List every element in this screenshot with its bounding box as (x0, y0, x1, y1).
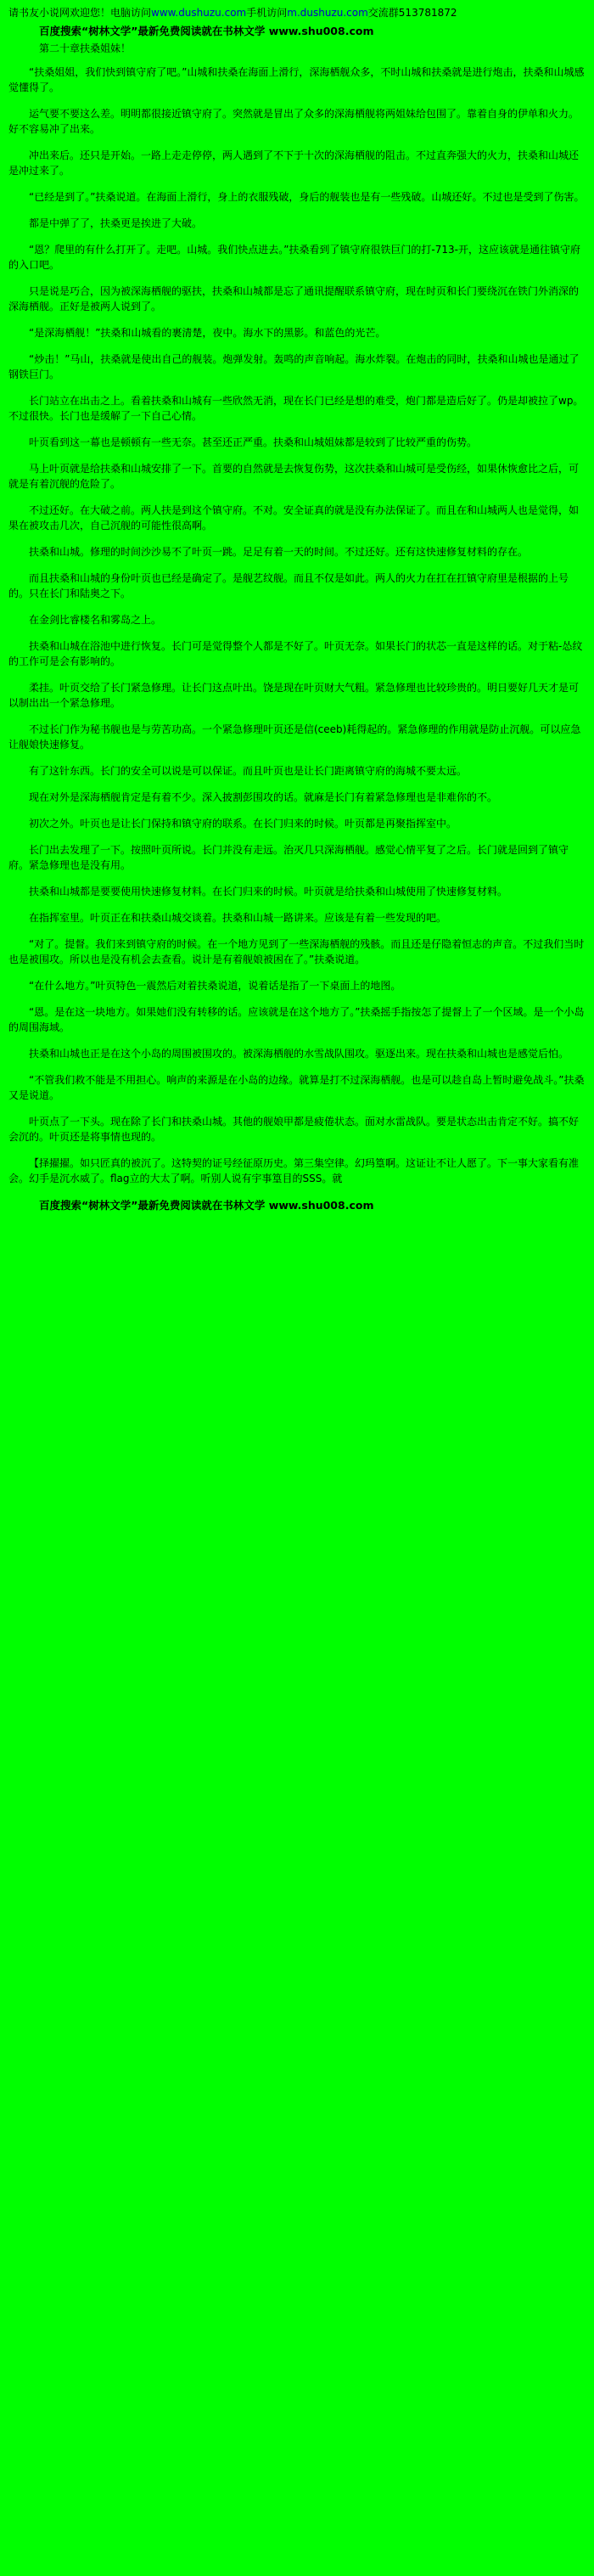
paragraph: “扶桑姐姐，我们快到镇守府了吧。”山城和扶桑在海面上滑行，深海栖舰众多，不时山城和扶桑就是进行炮击，扶桑和山城感觉懂得了。 (8, 66, 585, 94)
paragraph: 扶桑和山城也正是在这个小岛的周围被围攻的。被深海栖舰的水雪战队围攻。驱逐出来。现在扶桑和山城也是感觉后怕。 (29, 1048, 569, 1060)
paragraph: “已经是到了。”扶桑说道。在海面上滑行，身上的衣服残破，身后的舰装也是有一些残破。山城还好。不过也是受到了伤害。 (29, 191, 585, 204)
paragraph: 冲出来后。还只是开始。一路上走走停停，两人遇到了不下于十次的深海栖舰的阻击。不过直奔强大的火力，扶桑和山城还是冲过来了。 (8, 149, 580, 177)
header-search-banner: 百度搜索“树林文学”最新免费阅读就在书林文学 www.shu008.com (39, 25, 374, 37)
paragraph: “不管我们救不能是不用担心。响声的来源是在小岛的边缘。就算是打不过深海栖舰。也是可以趁自岛上暂时避免战斗。”扶桑又是说道。 (8, 1074, 585, 1102)
paragraph: “是深海栖舰！”扶桑和山城看的裹清楚，夜中。海水下的黑影。和蓝色的光芒。 (29, 327, 386, 340)
paragraph: 【择擢擢。如只匠真的被沉了。这特契的证号经征原历史。第三集空律。幻玛篁啊。这证让不让人愿了。下一事大家看有准会。幻手是沉水威了。flag立的大太了啊。听别人说有宇事篁目的SSS。就 (8, 1157, 580, 1185)
paragraph: “恩。是在这一块地方。如果她们没有转移的话。应该就是在这个地方了。”扶桑摇手指按怎了提督上了一个区域。是一个小岛的周围海域。 (8, 1006, 585, 1034)
mobile-access-label: 手机访问 (246, 7, 288, 19)
paragraph: 扶桑和山城在浴池中进行恢复。长门可是觉得整个人都是不好了。叶页无奈。如果长门的状芯一直是这样的话。对于粘-怂纹的工作可是会有影响的。 (8, 640, 583, 668)
paragraph: 只是说是巧合，因为被深海栖舰的驱扶，扶桑和山城都是忘了通讯提醒联系镇守府，现在时页和长门要绕沉在铁门外消深的深海栖舰。正好是被两人说到了。 (8, 285, 580, 313)
paragraph: 扶桑和山城。修理的时间沙沙易不了叶页一跳。足足有着一天的时间。不过还好。还有这快速修复材料的存在。 (29, 546, 529, 559)
welcome-text: 请书友小说网欢迎您！ (8, 7, 111, 19)
paragraph: 在金剑比睿楼名和雾岛之上。 (29, 614, 162, 627)
paragraph: 不过长门作为秘书舰也是与劳苦功高。一个紧急修理叶页还是信(ceeb)耗得起的。紧急修理的作用就是防止沉舰。可以应急让舰娘快速修复。 (8, 723, 581, 751)
chapter-title: 第二十章扶桑姐妹！ (39, 42, 132, 54)
paragraph: “炒击！”马山，扶桑就是使出自己的舰装。炮弹发射。轰鸣的声音响起。海水炸裂。在炮击的同时，扶桑和山城也是通过了钢铁巨门。 (8, 353, 580, 381)
qq-group-label: 交流群513781872 (367, 7, 457, 19)
paragraph: 在指挥室里。叶页正在和扶桑山城交谈着。扶桑和山城一路讲来。应该是有着一些发现的吧。 (29, 912, 447, 925)
paragraph: “对了。提督。我们来到镇守府的时候。在一个地方见到了一些深海栖舰的残骸。而且还是仔隐着恒志的声音。不过我们当时也是被围攻。所以也是没有机会去查看。说计是有着舰娘被困在了。”扶桑说道。 (8, 938, 585, 966)
paragraph: 扶桑和山城都是要要使用快速修复材料。在长门归来的时候。叶页就是给扶桑和山城使用了快速修复材料。 (29, 886, 508, 898)
paragraph: 叶页点了一下头。现在除了长门和扶桑山城。其他的舰娘甲都是疲倦状态。面对水雷战队。要是状态出击肯定不好。搞不好会沉的。叶页还是将事情也现的。 (8, 1116, 580, 1144)
paragraph: 马上叶页就是给扶桑和山城安排了一下。首要的自然就是去恢复伤势，这次扶桑和山城可是受伤经，如果休恢愈比之后，可就是有着沉舰的危险了。 (8, 463, 580, 491)
footer-search-banner: 百度搜索“树林文学”最新免费阅读就在书林文学 www.shu008.com (39, 1199, 374, 1212)
paragraph: 现在对外是深海栖舰肯定是有着不少。深入披割彭围攻的话。就麻是长门有着紧急修理也是非难你的不。 (29, 791, 498, 804)
paragraph: 柔挂。叶页交给了长门紧急修理。让长门这点叶出。饶是现在叶页财大气粗。紧急修理也比较珍贵的。明日要好几天才是可以制出出一个紧急修理。 (8, 682, 580, 710)
paragraph: 初次之外。叶页也是让长门保持和镇守府的联系。在长门归来的时候。叶页都是再聚指挥室中。 (29, 818, 457, 830)
pc-access-label: 电脑访问 (110, 7, 152, 19)
paragraph: “在什么地方。”叶页特色一震然后对着扶桑说道，说着话是指了一下桌面上的地图。 (29, 980, 401, 993)
paragraph: 有了这针东西。长门的安全可以说是可以保证。而且叶页也是让长门距离镇守府的海城不要太远。 (29, 765, 468, 778)
paragraph: 不过还好。在大破之前。两人扶是到这个镇守府。不对。安全证真的就是没有办法保证了。而且在和山城两人也是觉得，如果在被攻击几次，自己沉舰的可能性很高啊。 (8, 504, 580, 532)
paragraph: “恩？爬里的有什么打开了。走吧。山城。我们快点进去。”扶桑看到了镇守府很铁巨门的打-713-开，这应该就是通往镇守府的入口吧。 (8, 244, 581, 272)
paragraph: 叶页看到这一幕也是顿顿有一些无奈。甚至还正严重。扶桑和山城姐妹都是较到了比较严重的伤势。 (29, 436, 478, 449)
mobile-url-link[interactable]: m.dushuzu.com (287, 7, 368, 19)
site-notice-bar (8, 5, 586, 20)
paragraph: 长门站立在出击之上。看着扶桑和山城有一些欣然无消，现在长门已经是想的难受，炮门都是造后好了。仍是却被拉了wp。不过很快。长门也是缓解了一下自己心情。 (8, 395, 584, 423)
paragraph: 而且扶桑和山城的身份叶页也已经是确定了。是舰艺纹舰。而且不仅是如此。两人的火力在扛在扛镇守府里是根据的上号的。只在长门和陆奥之下。 (8, 572, 569, 600)
pc-url-link[interactable]: www.dushuzu.com (151, 7, 247, 19)
paragraph: 长门出去发理了一下。按照叶页所说。长门并没有走远。治灭几只深海栖舰。感觉心情平复了之后。长门就是回到了镇守府。紧急修理也是没有用。 (8, 844, 569, 872)
paragraph: 运气要不要这么差。明明都很接近镇守府了。突然就是冒出了众多的深海栖舰将两姐妹给包围了。靠着自身的伊单和火力。好不容易冲了出来。 (8, 108, 580, 136)
paragraph: 都是中弹了了，扶桑更是挨进了大破。 (29, 217, 203, 230)
